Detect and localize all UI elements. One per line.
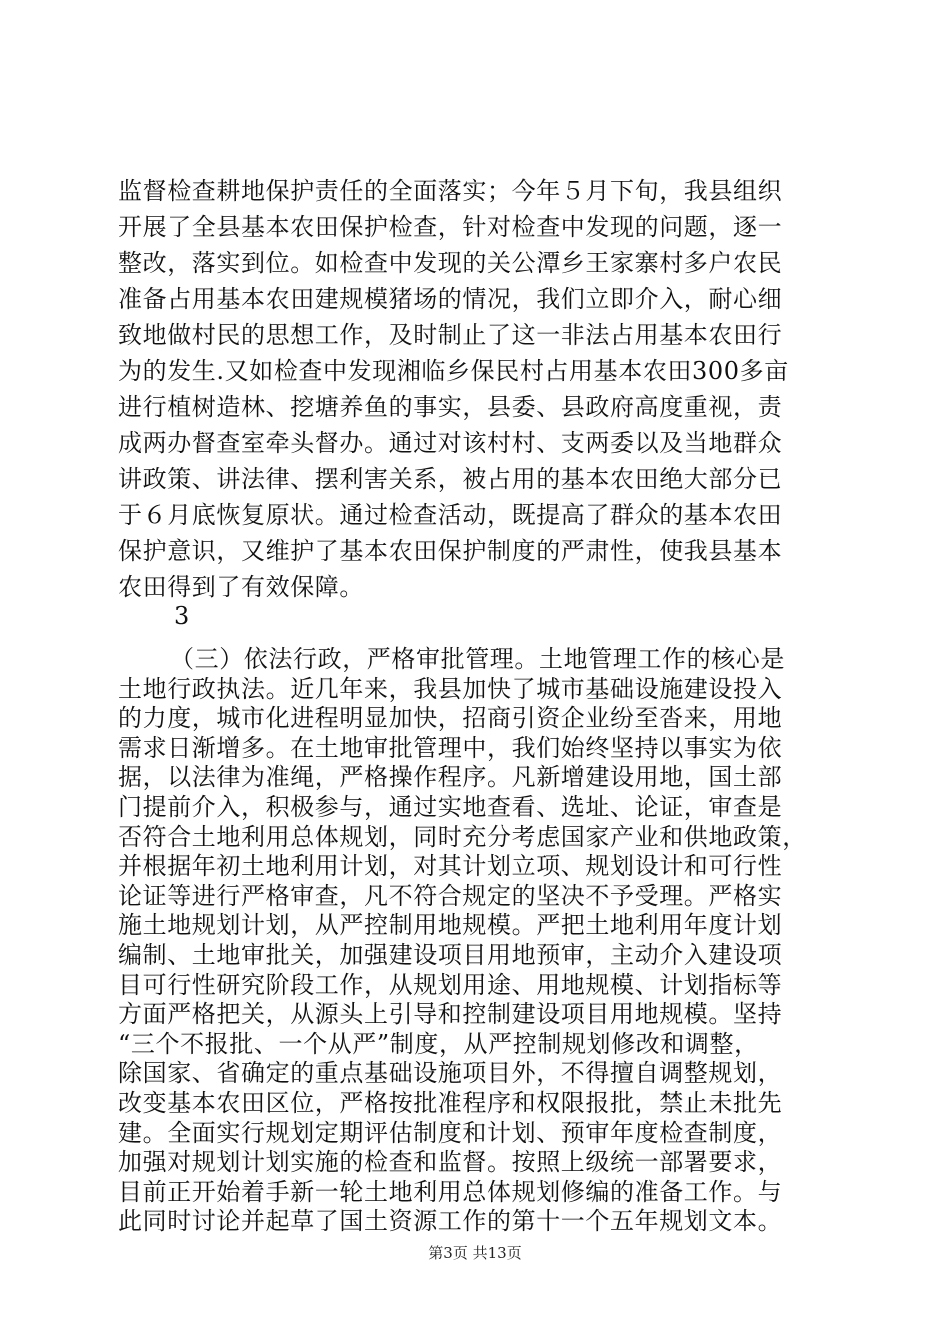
text-line: 建。全面实行规划定期评估制度和计划、预审年度检查制度，	[118, 1118, 783, 1147]
text-line: 需求日渐增多。在土地审批管理中，我们始终坚持以事实为依	[118, 733, 783, 762]
text-line: 成两办督查室牵头督办。通过对该村村、支两委以及当地群众	[118, 429, 783, 457]
text-line: （三）依法行政，严格审批管理。土地管理工作的核心是	[170, 645, 785, 673]
text-line: 为的发生.又如检查中发现湘临乡保民村占用基本农田300多亩	[118, 357, 789, 385]
text-line: 保护意识，又维护了基本农田保护制度的严肃性，使我县基本	[118, 537, 783, 565]
text-line: 据，以法律为准绳，严格操作程序。凡新增建设用地，国土部	[118, 763, 783, 792]
text-line: 准备占用基本农田建规模猪场的情况，我们立即介入，耐心细	[118, 285, 783, 313]
text-line: 农田得到了有效保障。	[118, 573, 364, 601]
text-line: 土地行政执法。近几年来，我县加快了城市基础设施建设投入	[118, 674, 783, 703]
text-line: “三个不报批、一个从严”制度，从严控制规划修改和调整，	[118, 1029, 759, 1058]
text-line: 于６月底恢复原状。通过检查活动，既提高了群众的基本农田	[118, 501, 783, 529]
text-line: 除国家、省确定的重点基础设施项目外，不得擅自调整规划，	[118, 1059, 783, 1088]
text-line: 门提前介入，积极参与，通过实地查看、选址、论证，审查是	[118, 793, 783, 821]
text-line: 施土地规划计划，从严控制用地规模。严把土地利用年度计划	[118, 911, 783, 940]
text-line: 整改，落实到位。如检查中发现的关公潭乡王家寨村多户农民	[118, 249, 783, 277]
text-line: 改变基本农田区位，严格按批准程序和权限报批，禁止未批先	[118, 1089, 783, 1117]
text-line: 并根据年初土地利用计划，对其计划立项、规划设计和可行性	[118, 852, 783, 881]
text-line: 进行植树造林、挖塘养鱼的事实，县委、县政府高度重视，责	[118, 393, 783, 421]
text-line: 否符合土地利用总体规划，同时充分考虑国家产业和供地政策，	[118, 822, 807, 851]
text-line: 此同时讨论并起草了国土资源工作的第十一个五年规划文本。	[118, 1207, 783, 1236]
text-line: 致地做村民的思想工作，及时制止了这一非法占用基本农田行	[118, 321, 783, 349]
text-line: 方面严格把关，从源头上引导和控制建设项目用地规模。坚持	[118, 1000, 783, 1029]
text-line: 目可行性研究阶段工作，从规划用途、用地规模、计划指标等	[118, 970, 783, 999]
text-line: 监督检查耕地保护责任的全面落实；今年５月下旬，我县组织	[118, 177, 783, 205]
page-footer: 第3页 共13页	[428, 1244, 522, 1262]
section-marker: 3	[174, 602, 190, 630]
text-line: 讲政策、讲法律、摆利害关系，被占用的基本农田绝大部分已	[118, 465, 783, 493]
text-line: 编制、土地审批关，加强建设项目用地预审，主动介入建设项	[118, 941, 783, 969]
text-line: 的力度，城市化进程明显加快，招商引资企业纷至沓来，用地	[118, 704, 783, 733]
text-line: 开展了全县基本农田保护检查，针对检查中发现的问题，逐一	[118, 213, 783, 241]
text-line: 论证等进行严格审查，凡不符合规定的坚决不予受理。严格实	[118, 881, 783, 910]
text-line: 加强对规划计划实施的检查和监督。按照上级统一部署要求，	[118, 1148, 783, 1177]
text-line: 目前正开始着手新一轮土地利用总体规划修编的准备工作。与	[118, 1177, 783, 1206]
